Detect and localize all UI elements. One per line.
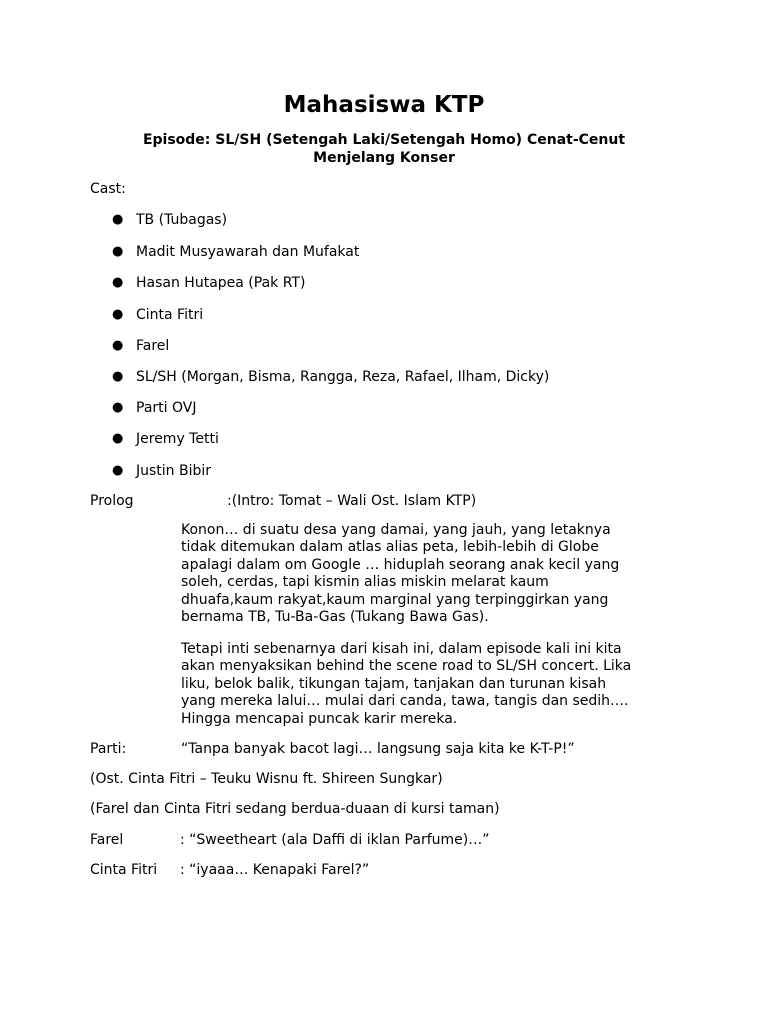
cast-item-label: Madit Musyawarah dan Mufakat — [136, 244, 360, 260]
cast-item-label: Cinta Fitri — [136, 307, 204, 323]
parti-line: “Tanpa banyak bacot lagi… langsung saja kita ke K-T-P!” — [181, 741, 575, 757]
episode-line-2: Menjelang Konser — [313, 150, 455, 166]
cast-item-label: Parti OVJ — [136, 400, 197, 416]
bullet-icon: ● — [112, 338, 124, 353]
cast-label: Cast: — [90, 181, 126, 197]
paragraph-line: yang mereka lalui… mulai dari canda, tawa, tangis dan sedih…. — [181, 693, 629, 710]
cast-item-label: Justin Bibir — [136, 463, 212, 479]
paragraph-line: apalagi dalam om Google … hiduplah seorang anak kecil yang — [181, 556, 620, 573]
paragraph-line: liku, belok balik, tikungan tajam, tanjakan dan turunan kisah — [181, 675, 607, 692]
stage-direction-1: (Ost. Cinta Fitri – Teuku Wisnu ft. Shireen Sungkar) — [90, 771, 443, 787]
cinta-label: Cinta Fitri — [90, 862, 158, 878]
paragraph-line: dhuafa,kaum rakyat,kaum marginal yang terpinggirkan yang — [181, 591, 609, 608]
bullet-icon: ● — [112, 369, 124, 384]
farel-label: Farel — [90, 832, 124, 848]
bullet-icon: ● — [112, 400, 124, 415]
cast-item-label: Farel — [136, 338, 170, 354]
cinta-line: : “iyaaa… Kenapaki Farel?” — [180, 862, 370, 878]
bullet-icon: ● — [112, 463, 124, 478]
prolog-label: Prolog — [90, 493, 134, 509]
paragraph-line: Hingga mencapai puncak karir mereka. — [181, 710, 458, 727]
bullet-icon: ● — [112, 275, 124, 290]
prolog-paragraph-2 — [181, 641, 675, 728]
bullet-icon: ● — [112, 244, 124, 259]
paragraph-line: Konon… di suatu desa yang damai, yang jauh, yang letaknya — [181, 522, 611, 538]
parti-label: Parti: — [90, 741, 127, 757]
cast-item-label: Hasan Hutapea (Pak RT) — [136, 275, 306, 291]
prolog-paragraph-1 — [181, 522, 675, 626]
document-title: Mahasiswa KTP — [283, 92, 485, 118]
bullet-icon: ● — [112, 212, 124, 227]
cast-item-label: TB (Tubagas) — [136, 212, 228, 228]
farel-line: : “Sweetheart (ala Daffi di iklan Parfume)…” — [180, 832, 490, 848]
paragraph-line: Tetapi inti sebenarnya dari kisah ini, dalam episode kali ini kita — [181, 641, 622, 657]
cast-item-label: Jeremy Tetti — [136, 431, 219, 447]
paragraph-line: soleh, cerdas, tapi kismin alias miskin melarat kaum — [181, 574, 549, 591]
bullet-icon: ● — [112, 307, 124, 322]
episode-heading — [100, 131, 668, 167]
bullet-icon: ● — [112, 431, 124, 446]
stage-direction-2: (Farel dan Cinta Fitri sedang berdua-duaan di kursi taman) — [90, 801, 500, 817]
paragraph-line: tidak ditemukan dalam atlas alias peta, lebih-lebih di Globe — [181, 539, 599, 556]
cast-item-label: SL/SH (Morgan, Bisma, Rangga, Reza, Rafael, Ilham, Dicky) — [136, 369, 550, 385]
prolog-value: :(Intro: Tomat – Wali Ost. Islam KTP) — [227, 493, 477, 509]
paragraph-line: bernama TB, Tu-Ba-Gas (Tukang Bawa Gas). — [181, 609, 489, 626]
episode-line-1: Episode: SL/SH (Setengah Laki/Setengah Homo) Cenat-Cenut — [142, 132, 626, 148]
paragraph-line: akan menyaksikan behind the scene road to SL/SH concert. Lika — [181, 658, 632, 675]
